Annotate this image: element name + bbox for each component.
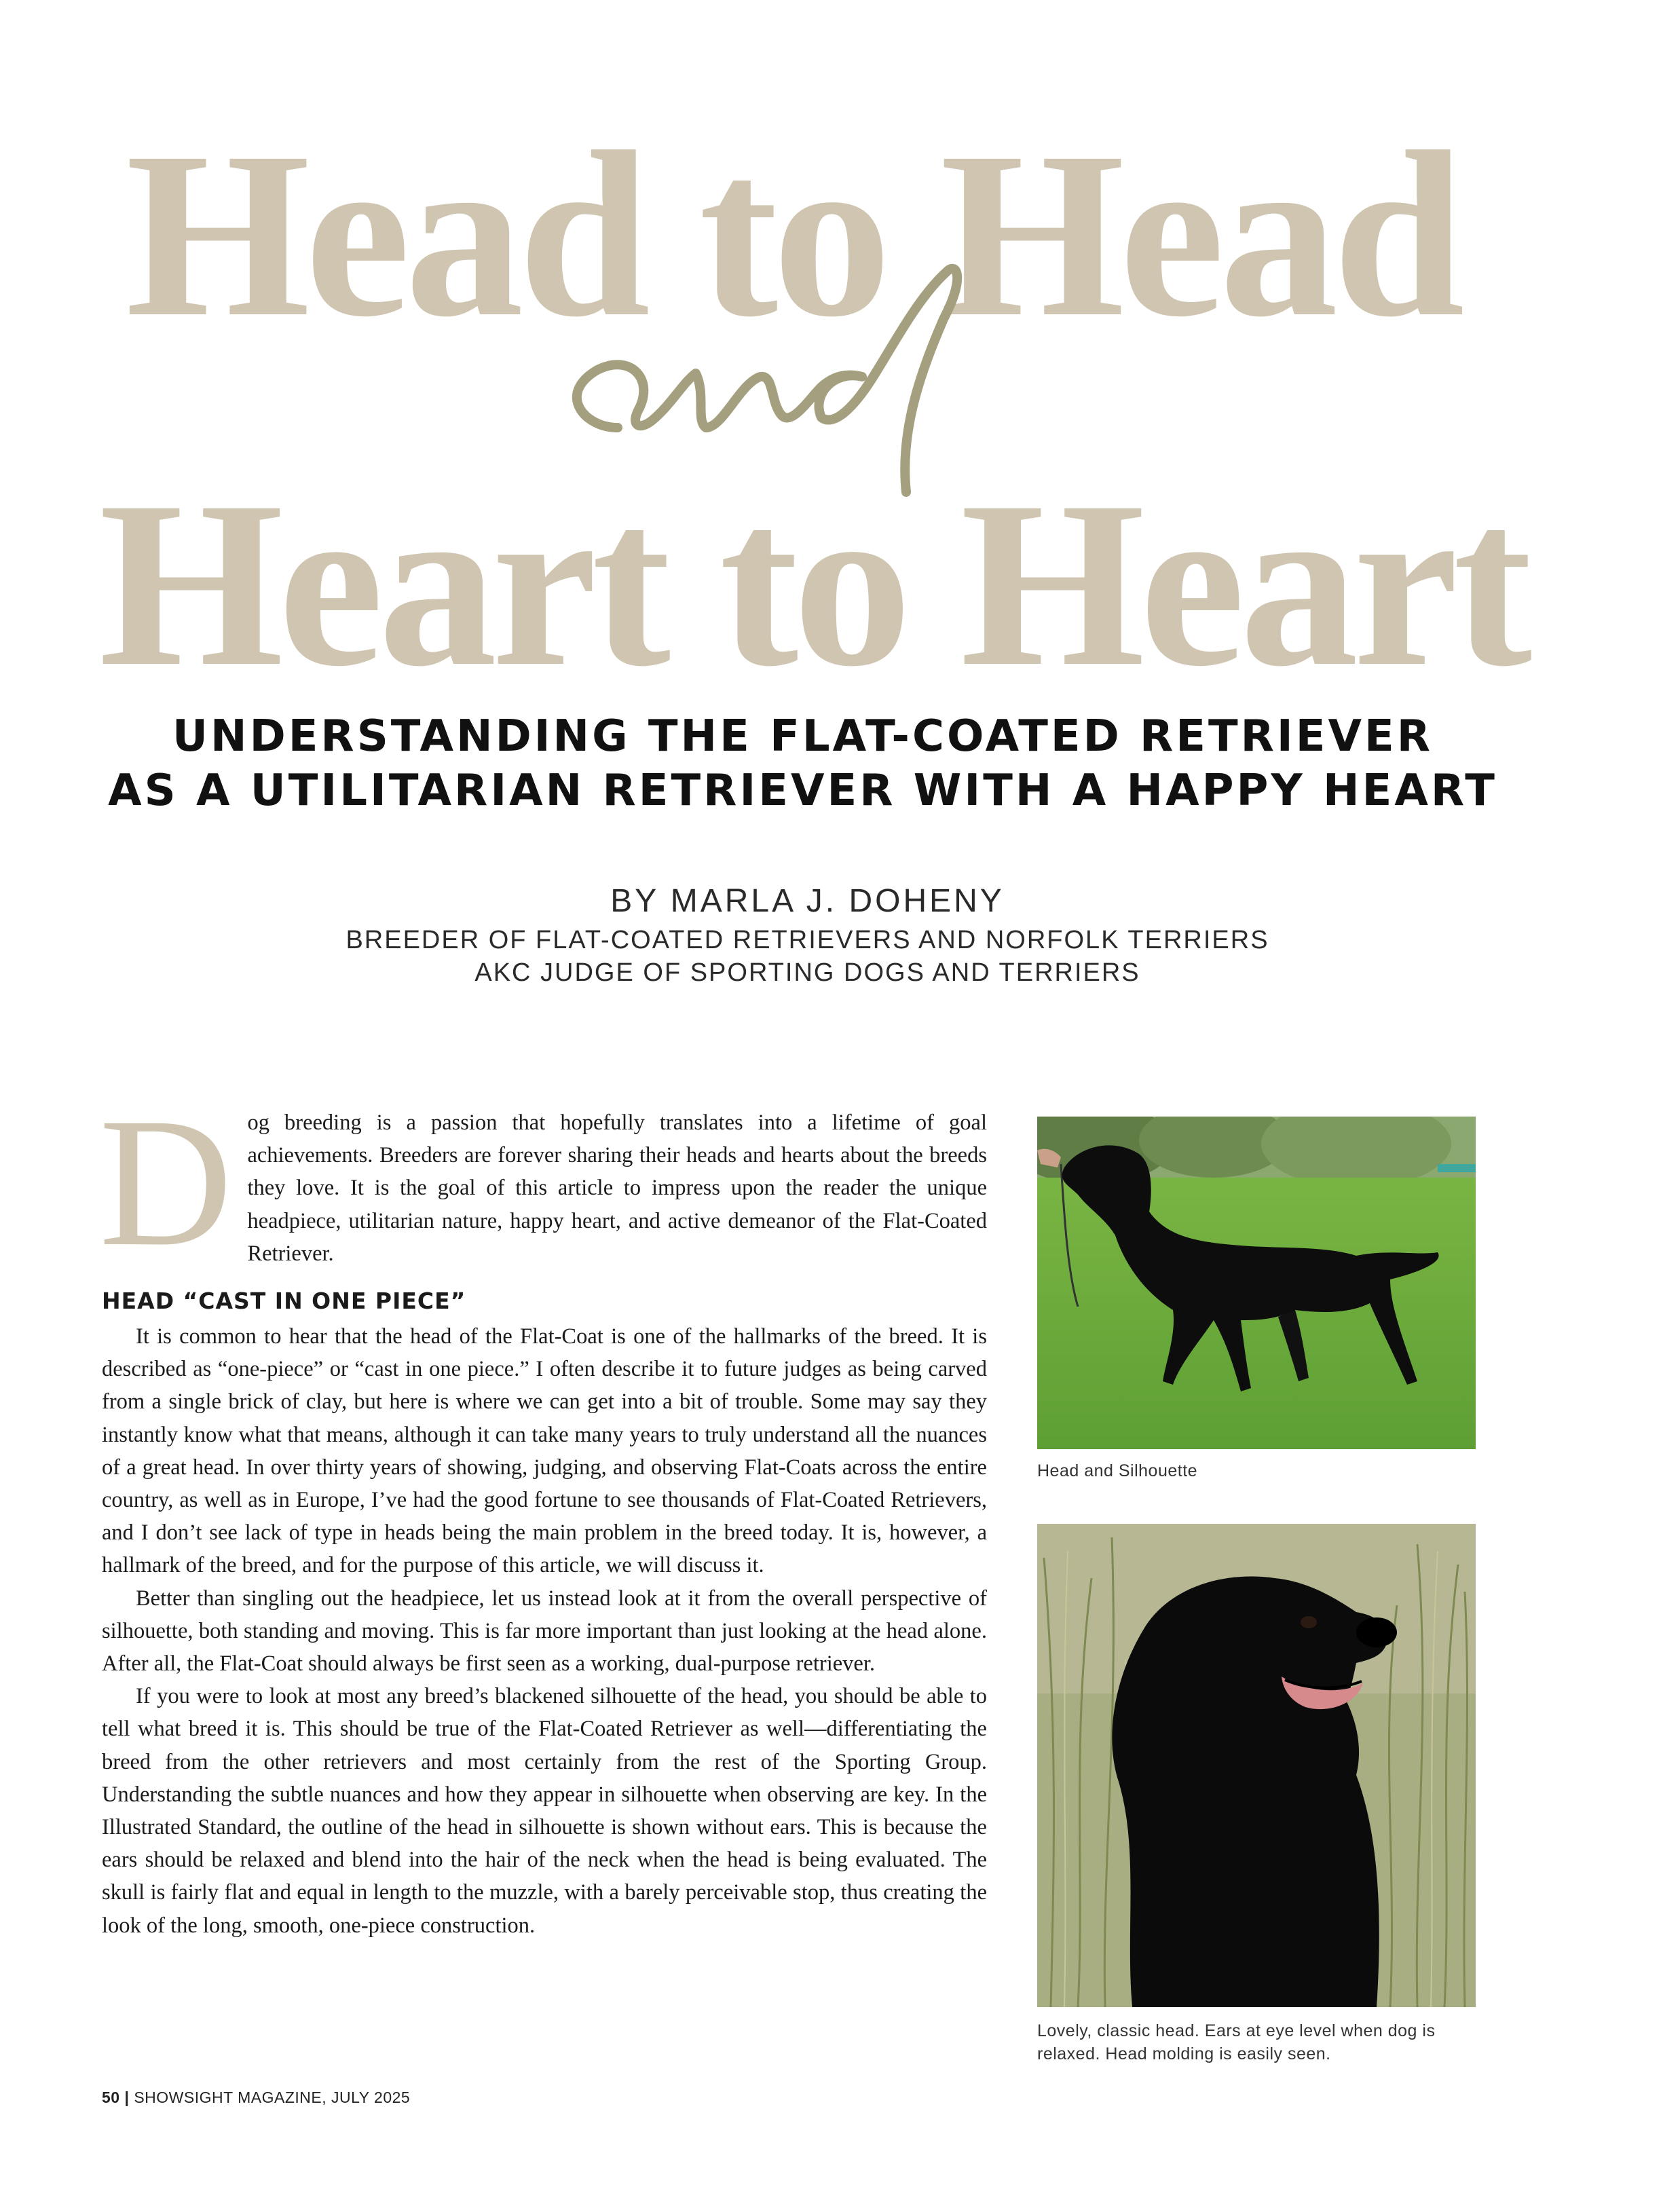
body-paragraph: It is common to hear that the head of the Flat-Coat is one of the hallmarks of the breed. It is described as “one-piece” or “cast in one piece.” I often describe it to future judges as being carved from a single brick of clay, but here is where we can get into a bit of trouble. Some may say they instantly know what that means, although it can take many years to truly understand all the nuances of a great head. In over thirty years of showing, judging, and observing Flat-Coats across the entire country, as well as in Europe, I’ve had the good fortune to see thousands of Flat-Coated Retrievers, and I don’t see lack of type in heads being the main problem in the breed today. It is, however, a hallmark of the breed, and for the purpose of this article, we will discuss it. xyxy=(102,1324,987,1578)
author-byline: BY MARLA J. DOHENY xyxy=(610,883,1005,919)
body-paragraph: Better than singling out the headpiece, let us instead look at it from the overall perspective of silhouette, both standing and moving. This is far more important than just looking at the head alone. After all, the Flat-Coat should always be first seen as a working, dual-purpose retriever. xyxy=(102,1586,987,1677)
article-body xyxy=(99,1080,987,1942)
title-script-and xyxy=(536,224,998,509)
footer-separator: | xyxy=(124,2089,130,2106)
photo-standing-dog xyxy=(1037,1117,1476,1449)
intro-paragraph: og breeding is a passion that hopefully translates into a lifetime of goal achievements. Breeders are forever sharing their heads and hearts about the breeds they love. It is the goal of this article to impress upon the reader the unique headpiece, utilitarian nature, happy heart, and active demeanor of the Flat-Coated Retriever. xyxy=(247,1110,987,1266)
publication-name: SHOWSIGHT MAGAZINE, JULY 2025 xyxy=(134,2089,411,2106)
photo-caption-1: Head and Silhouette xyxy=(1037,1461,1198,1480)
photo-caption-2: Lovely, classic head. Ears at eye level when dog is relaxed. Head molding is easily seen. xyxy=(1037,2021,1436,2063)
subtitle-line-2: AS A UTILITARIAN RETRIEVER WITH A HAPPY HEART xyxy=(108,766,1497,816)
subtitle-line-1: UNDERSTANDING THE FLAT-COATED RETRIEVER xyxy=(172,711,1433,762)
body-paragraph: If you were to look at most any breed’s blackened silhouette of the head, you should be able to tell what breed it is. This should be true of the Flat-Coated Retriever as well—differentiating the breed from the other retrievers and most certainly from the rest of the Sporting Group. Understanding the subtle nuances and how they appear in silhouette when observing are key. In the Illustrated Standard, the outline of the head in silhouette is shown without ears. This is because the ears should be relaxed and blend into the hair of the neck when the head is being evaluated. The skull is fairly flat and equal in length to the muzzle, with a barely perceivable stop, thus creating the look of the long, smooth, one-piece construction. xyxy=(102,1684,987,1938)
author-credit-1: BREEDER OF FLAT-COATED RETRIEVERS AND NORFOLK TERRIERS xyxy=(346,926,1269,954)
page-number: 50 xyxy=(102,2089,120,2106)
title-line-1: Head to Head xyxy=(125,102,1460,366)
drop-cap: D xyxy=(99,1080,233,1284)
photo-dog-head xyxy=(1037,1524,1476,2007)
title-line-2: Heart to Heart xyxy=(98,452,1527,715)
section-heading: HEAD “CAST IN ONE PIECE” xyxy=(102,1288,466,1315)
author-credit-2: AKC JUDGE OF SPORTING DOGS AND TERRIERS xyxy=(474,958,1140,987)
page-footer xyxy=(102,2089,410,2107)
